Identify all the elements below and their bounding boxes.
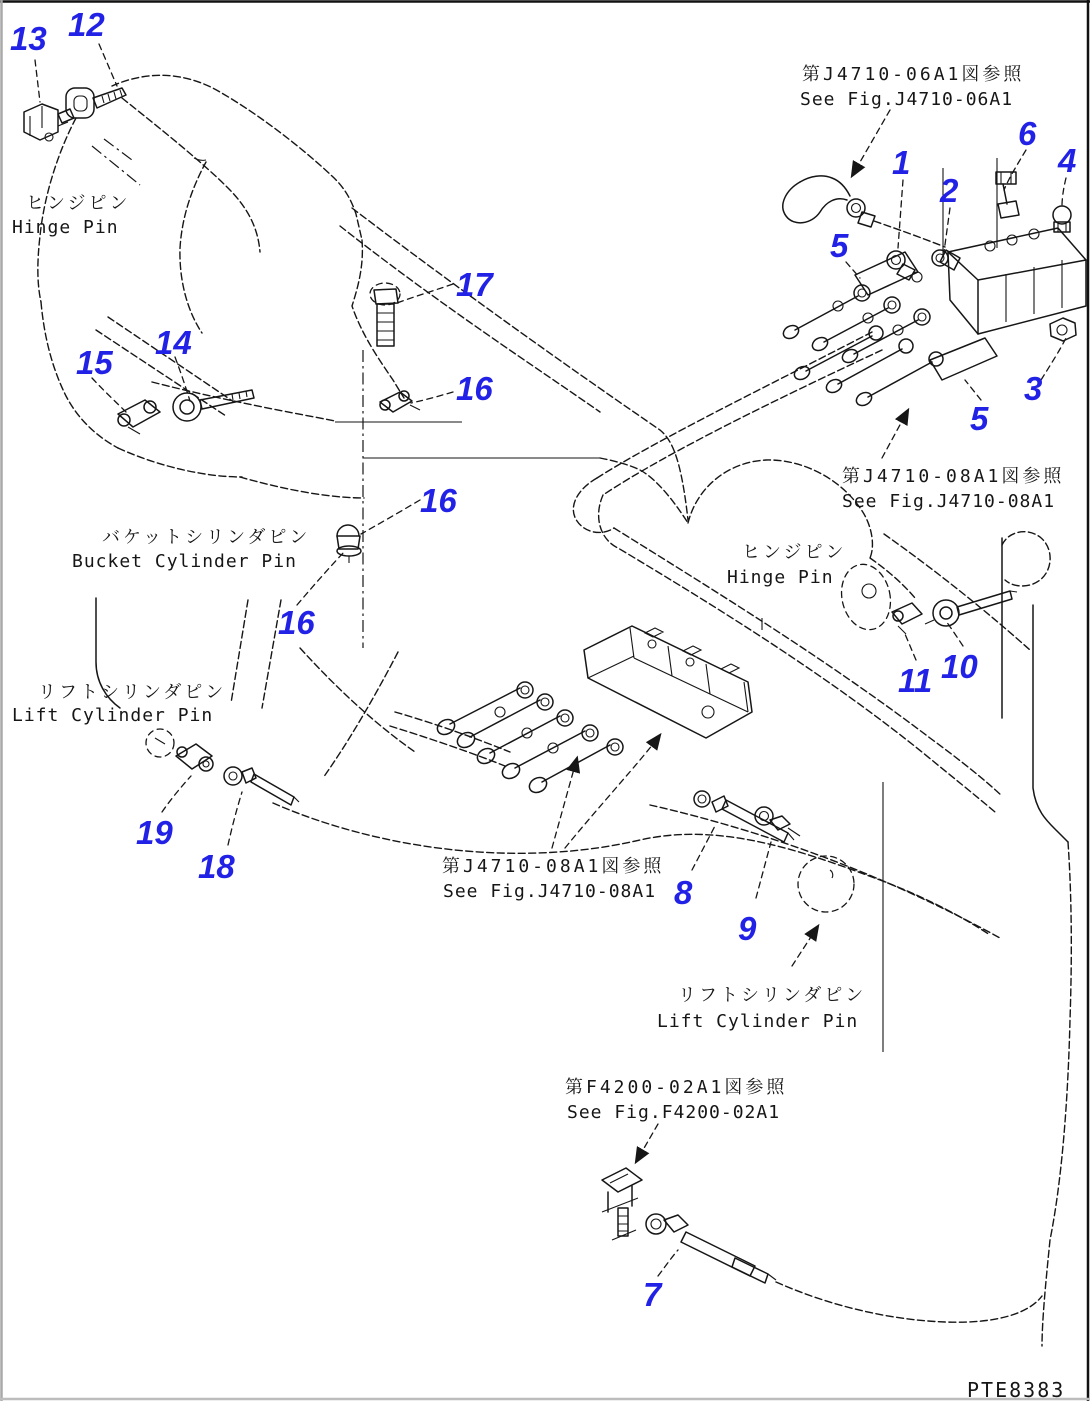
see-fig-08a1-center-arrow-1 <box>552 758 577 848</box>
see-fig-08a1-right-en: See Fig.J4710-08A1 <box>842 491 1056 512</box>
see-fig-08a1-center-arrow-2 <box>565 735 660 848</box>
leader-13 <box>35 60 40 102</box>
see-fig-f4200-en: See Fig.F4200-02A1 <box>567 1102 781 1123</box>
callout-16-middle: 16 <box>420 482 457 519</box>
arm-outline-right <box>688 460 1071 1346</box>
part-16-clamp-upper <box>380 391 420 412</box>
callout-18: 18 <box>198 848 235 885</box>
see-fig-06a1-en: See Fig.J4710-06A1 <box>800 89 1014 110</box>
callout-14: 14 <box>155 324 192 361</box>
leader-7 <box>658 1250 678 1276</box>
lift-cylinder-pin-left-jp: リフトシリンダピン <box>38 682 227 703</box>
leader-11 <box>905 634 916 660</box>
manifold-bolts-top-right <box>781 285 943 408</box>
leader-17 <box>397 284 453 303</box>
callout-4: 4 <box>1058 142 1077 179</box>
callout-15: 15 <box>76 344 113 381</box>
leader-1 <box>898 180 903 248</box>
leader-8 <box>692 824 716 870</box>
hinge-pin-right-jp: ヒンジピン <box>742 542 847 563</box>
plate-number: PTE8383 <box>967 1378 1066 1401</box>
callout-9: 9 <box>738 910 757 947</box>
leader-5-lower <box>965 380 981 400</box>
callout-5-upper: 5 <box>830 227 849 264</box>
tube-lines-middle <box>96 208 1002 1052</box>
callout-17: 17 <box>456 266 493 303</box>
lift-arm-bracket-outline <box>38 75 404 498</box>
see-fig-08a1-right-arrow <box>882 410 908 458</box>
leader-16-upper <box>411 392 453 403</box>
callout-16-upper: 16 <box>456 370 493 407</box>
leader-16-lower <box>297 552 344 605</box>
leader-10 <box>946 621 963 646</box>
part-19-elbow <box>146 729 213 771</box>
callout-11: 11 <box>898 662 933 699</box>
part-10-eye-bolt <box>925 591 1017 626</box>
part-7-assembly <box>602 1168 1042 1322</box>
part-14-eye-bolt <box>173 390 254 421</box>
see-fig-06a1-jp: 第J4710-06A1図参照 <box>802 64 1025 85</box>
callout-8: 8 <box>674 874 693 911</box>
part-18-pin <box>224 767 299 805</box>
callout-12: 12 <box>68 6 105 43</box>
callout-10: 10 <box>941 648 978 685</box>
callout-6: 6 <box>1018 115 1037 152</box>
callout-16-lower: 16 <box>278 604 315 641</box>
part-15-clamp <box>118 400 160 434</box>
leader-12 <box>99 44 117 86</box>
callout-2: 2 <box>940 172 959 209</box>
callout-3: 3 <box>1024 370 1043 407</box>
part-17-bolt <box>370 283 400 346</box>
part-11-clamp <box>892 603 922 634</box>
lift-cylinder-pin-right-en: Lift Cylinder Pin <box>657 1011 859 1032</box>
callout-7: 7 <box>643 1276 662 1313</box>
part-3-plug <box>1050 318 1076 341</box>
bucket-cylinder-pin-jp: バケットシリンダピン <box>102 527 311 548</box>
part-1-nipple <box>887 251 922 282</box>
part-6-elbow <box>996 172 1019 218</box>
leader-2 <box>944 208 950 252</box>
lift-cylinder-pin-right-jp: リフトシリンダピン <box>678 985 867 1006</box>
see-fig-08a1-right-jp: 第J4710-08A1図参照 <box>842 466 1065 487</box>
lift-cylinder-pin-left-en: Lift Cylinder Pin <box>12 705 214 726</box>
callout-5-lower: 5 <box>970 400 989 437</box>
leader-18 <box>228 792 242 845</box>
hinge-pin-top-en: Hinge Pin <box>12 217 119 238</box>
see-fig-08a1-center-en: See Fig.J4710-08A1 <box>443 881 657 902</box>
leader-16-middle <box>361 500 420 534</box>
bucket-cylinder-pin-en: Bucket Cylinder Pin <box>72 551 297 572</box>
lift-cylinder-pin-boss-right <box>798 856 854 912</box>
leader-4 <box>1062 178 1066 206</box>
lift-cyl-right-arrow <box>792 926 818 966</box>
callout-1: 1 <box>892 144 911 181</box>
leader-3 <box>1041 338 1066 380</box>
callout-13: 13 <box>10 20 47 57</box>
part-9-nipple <box>755 807 800 836</box>
see-fig-f4200-jp: 第F4200-02A1図参照 <box>565 1077 788 1098</box>
see-fig-f4200-arrow <box>636 1124 658 1162</box>
manifold-block-center <box>584 626 752 738</box>
leader-5-upper <box>846 262 860 278</box>
part-12-eye-bolt <box>66 88 126 118</box>
leader-15 <box>92 378 127 413</box>
part-16-grease-fitting <box>337 525 361 563</box>
see-fig-08a1-center-jp: 第J4710-08A1図参照 <box>442 856 665 877</box>
manifold-bolts-center <box>390 682 623 795</box>
hinge-pin-top-jp: ヒンジピン <box>26 193 131 214</box>
hinge-pin-right-en: Hinge Pin <box>727 567 834 588</box>
part-5-bracket-lower <box>930 338 997 380</box>
see-fig-06a1-arrow <box>852 110 890 176</box>
hose-assembly-12-loop <box>783 176 945 247</box>
leader-9 <box>756 842 771 898</box>
leader-19 <box>162 776 191 812</box>
callout-19: 19 <box>136 814 173 851</box>
